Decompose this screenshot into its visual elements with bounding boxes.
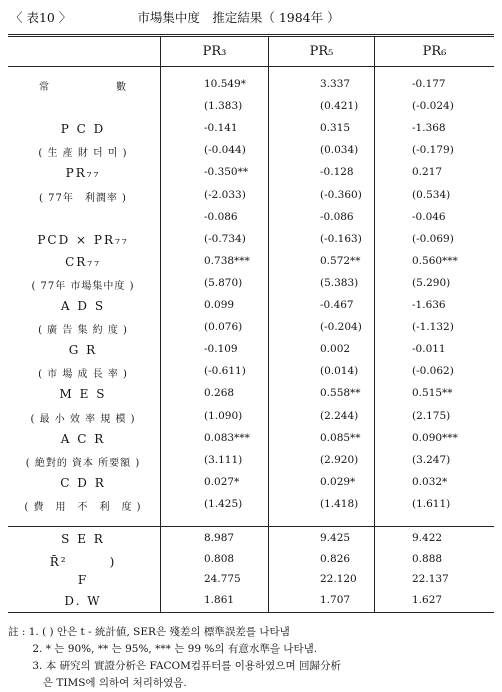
table-cell: 0.027* xyxy=(204,475,240,488)
table-cell: (0.421) xyxy=(320,100,359,113)
table-cell: (0.076) xyxy=(204,321,243,334)
row-label: M E S xyxy=(59,387,107,402)
table-cell: (-2.033) xyxy=(204,188,246,201)
table-cell: (-0.734) xyxy=(204,232,246,245)
footnote: 3. 本 硏究의 實證分析은 FACOM컴퓨터를 이용하였으며 回歸分析 xyxy=(8,660,341,672)
table-cell: (1.611) xyxy=(412,497,451,510)
table-cell: 1.861 xyxy=(204,593,235,606)
table-cell: 0.560*** xyxy=(412,254,458,267)
table-cell: (-0.204) xyxy=(320,321,362,334)
table-title xyxy=(10,8,340,26)
row-label: S E R xyxy=(61,532,105,546)
row-label: C D R xyxy=(60,475,106,490)
table-cell: (-0.069) xyxy=(412,232,454,245)
row-label: G R xyxy=(68,343,98,358)
table-cell: 0.558** xyxy=(320,387,361,400)
table-cell: 9.422 xyxy=(412,532,443,544)
row-label: PCD × PR₇₇ xyxy=(37,232,129,247)
table-cell: -0.011 xyxy=(412,343,446,356)
row-label: R̄² ) xyxy=(49,554,117,569)
row-label: A D S xyxy=(60,299,106,313)
table-cell: 0.808 xyxy=(204,552,235,565)
bottom-rule xyxy=(8,612,494,613)
row-label: ( 費 用 不 利 度 ) xyxy=(24,501,142,513)
table-caption: 市場集中度 推定結果（ 1984年 ） xyxy=(137,10,340,25)
table-cell: (0.534) xyxy=(412,188,451,201)
table-cell: -1.636 xyxy=(412,299,446,311)
row-label: P C D xyxy=(60,122,106,137)
table-cell: 0.572** xyxy=(320,254,361,267)
table-cell: (0.014) xyxy=(320,365,359,378)
table-cell: (3.111) xyxy=(204,453,243,466)
top-rule xyxy=(8,34,494,37)
row-label: ( 77年 利潤率 ) xyxy=(39,192,127,204)
table-cell: (1.425) xyxy=(204,497,243,510)
row-label: PR₇₇ xyxy=(65,166,101,181)
table-cell: 0.002 xyxy=(320,343,351,356)
table-cell: 8.987 xyxy=(204,532,235,544)
column-header-pr6: PR₆ xyxy=(422,44,447,59)
table-cell: 0.315 xyxy=(320,122,351,135)
table-cell: -0.086 xyxy=(320,210,354,223)
table-cell: 0.826 xyxy=(320,552,351,565)
table-cell: -0.109 xyxy=(204,343,238,356)
row-label: ( 市 場 成 長 率 ) xyxy=(38,369,128,381)
table-cell: (-0.611) xyxy=(204,365,246,378)
table-cell: (1.383) xyxy=(204,100,243,113)
table-cell: 0.032* xyxy=(412,475,448,488)
table-cell: 0.268 xyxy=(204,387,235,400)
column-header-pr5: PR₅ xyxy=(309,44,334,59)
table-cell: 0.888 xyxy=(412,552,443,565)
table-cell: 10.549* xyxy=(204,78,246,90)
table-cell: 9.425 xyxy=(320,532,351,544)
table-cell: (5.383) xyxy=(320,276,359,289)
table-cell: (-0.179) xyxy=(412,144,454,157)
header-rule xyxy=(8,66,494,67)
table-cell: 0.083*** xyxy=(204,431,250,444)
table-cell: 0.738*** xyxy=(204,254,250,267)
table-tag: 〈 表10 〉 xyxy=(10,10,72,25)
row-label: 常 數 xyxy=(39,82,127,93)
table-cell: (-1.132) xyxy=(412,321,454,334)
table-cell: (5.870) xyxy=(204,276,243,289)
table-cell: 0.090*** xyxy=(412,431,458,444)
row-label: ( 最 小 效 率 規 模 ) xyxy=(30,413,136,425)
table-cell: 24.775 xyxy=(204,573,241,585)
table-cell: -0.128 xyxy=(320,166,354,179)
table-cell: (1.090) xyxy=(204,409,243,422)
table-cell: -0.177 xyxy=(412,78,446,90)
row-label: ( 廣 告 集 約 度 ) xyxy=(38,325,128,337)
table-cell: (0.034) xyxy=(320,144,359,157)
column-header-pr3: PR₃ xyxy=(202,44,227,59)
column-divider-3 xyxy=(374,36,375,612)
row-label: D. W xyxy=(64,593,102,608)
table-cell: 0.099 xyxy=(204,299,235,311)
table-cell: (-0.024) xyxy=(412,100,454,113)
table-cell: (3.247) xyxy=(412,453,451,466)
table-cell: -0.046 xyxy=(412,210,446,223)
footnote: 註 : 1. ( ) 안은 t - 統計値, SER은 殘差의 標準誤差를 나타냄 xyxy=(8,626,290,638)
table-cell: 0.029* xyxy=(320,475,356,488)
table-cell: (-0.360) xyxy=(320,188,362,201)
stats-rule xyxy=(8,526,494,527)
table-cell: -0.467 xyxy=(320,299,354,311)
table-cell: 0.085** xyxy=(320,431,361,444)
table-cell: -0.141 xyxy=(204,122,238,135)
row-label: ( 77年 市場集中度 ) xyxy=(31,280,135,292)
table-cell: (-0.163) xyxy=(320,232,362,245)
table-cell: 22.137 xyxy=(412,573,449,585)
table-cell: 0.515** xyxy=(412,387,453,400)
table-cell: -1.368 xyxy=(412,122,446,135)
footnote: 은 TIMS에 의하여 처리하였음. xyxy=(8,677,187,689)
table-cell: (2.920) xyxy=(320,453,359,466)
row-label: ( 絶對的 資本 所要額 ) xyxy=(25,457,141,469)
column-divider-1 xyxy=(160,36,161,612)
table-cell: 1.707 xyxy=(320,593,351,606)
footnotes xyxy=(8,624,341,692)
table-cell: 1.627 xyxy=(412,593,443,606)
table-cell: 0.217 xyxy=(412,166,443,179)
table-cell: -0.350** xyxy=(204,166,249,179)
column-divider-2 xyxy=(268,36,269,612)
table-cell: (2.175) xyxy=(412,409,451,422)
row-label: ( 生 產 財 더 미 ) xyxy=(38,148,128,160)
table-cell: 3.337 xyxy=(320,78,351,90)
table-cell: (5.290) xyxy=(412,276,451,289)
table-cell: (1.418) xyxy=(320,497,359,510)
row-label: A C R xyxy=(60,431,106,446)
table-cell: (-0.044) xyxy=(204,144,246,157)
table-cell: (-0.062) xyxy=(412,365,454,378)
table-cell: (2.244) xyxy=(320,409,359,422)
table-cell: 22.120 xyxy=(320,573,357,585)
row-label: F xyxy=(77,573,89,587)
table-cell: -0.086 xyxy=(204,210,238,223)
footnote: 2. * 는 90%, ** 는 95%, *** 는 99 %의 有意水準을 나타냄. xyxy=(8,643,318,655)
row-label: CR₇₇ xyxy=(65,254,101,269)
